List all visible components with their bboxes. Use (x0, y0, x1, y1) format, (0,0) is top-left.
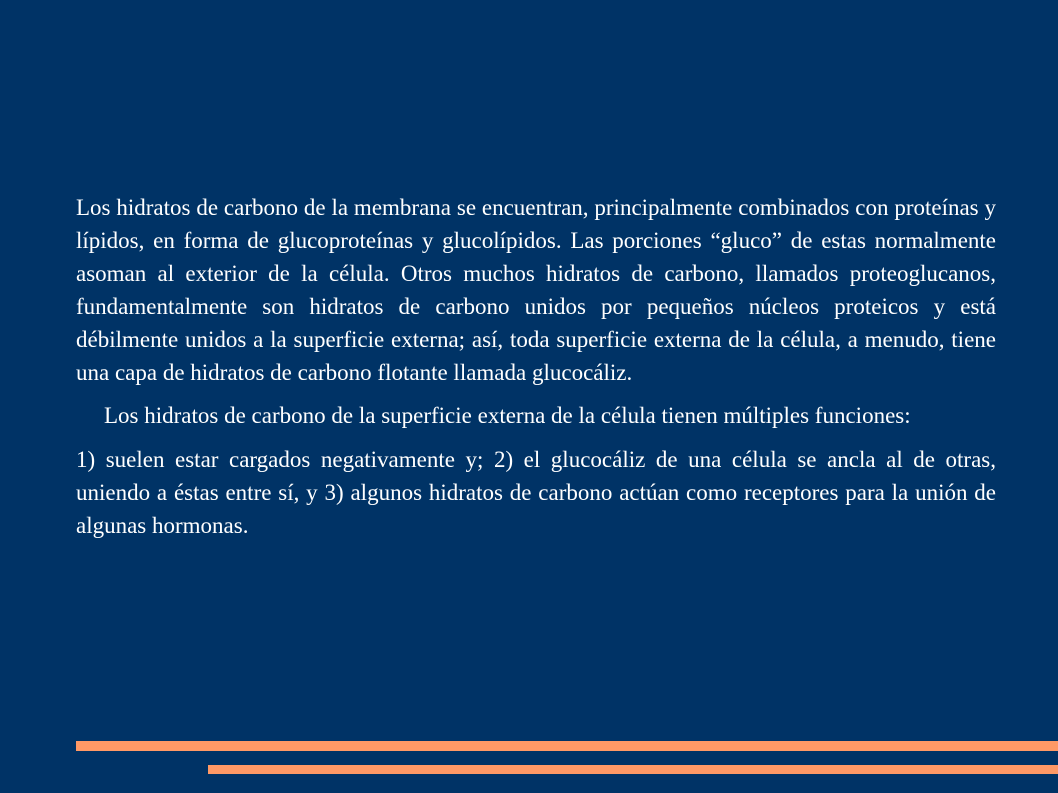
paragraph-functions-intro: Los hidratos de carbono de la superficie externa de la célula tienen múltiples funciones: (104, 403, 911, 428)
decorative-bar-bottom (208, 765, 1058, 774)
decorative-bar-top (76, 741, 1058, 751)
paragraph-functions-list: 1) suelen estar cargados negativamente y; 2) el glucocáliz de una célula se ancla al de otras, uniendo a éstas entre sí, y 3) algunos hidratos de carbono actúan como receptores para la unión de algunas hormonas. (76, 447, 996, 538)
paragraph-carbohydrates-membrane: Los hidratos de carbono de la membrana se encuentran, principalmente combinados con proteínas y lípidos, en forma de glucoproteínas y glucolípidos. Las porciones “gluco” de estas normalmente asoman al exterior de la célula. Otros muchos hidratos de carbono, llamados proteoglucanos, fundamentalmente son hidratos de carbono unidos por pequeños núcleos proteicos y está débilmente unidos a la superficie externa; así, toda superficie externa de la célula, a menudo, tiene una capa de hidratos de carbono flotante llamada glucocáliz. (76, 195, 996, 385)
slide-body-text (76, 191, 996, 542)
